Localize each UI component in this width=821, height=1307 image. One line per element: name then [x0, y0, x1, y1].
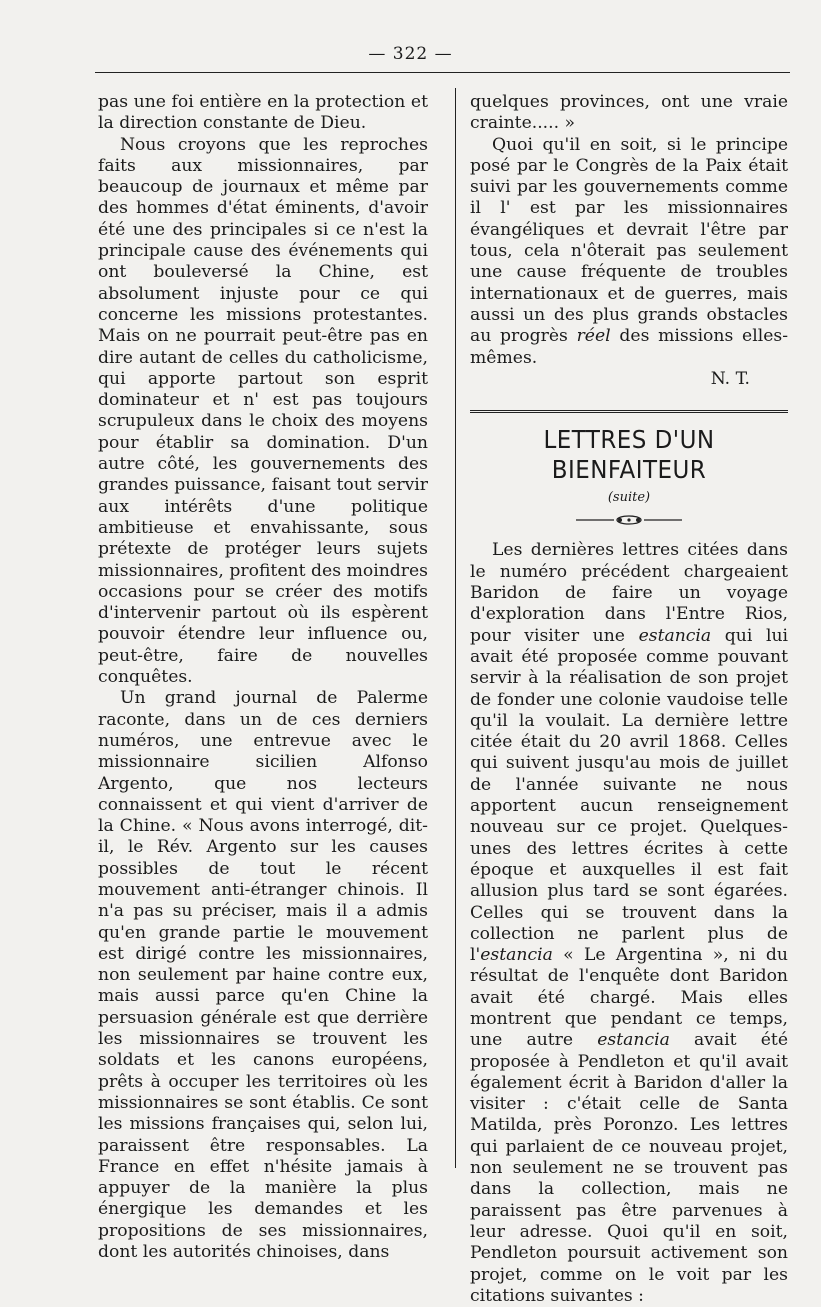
ornament-divider-icon — [574, 514, 684, 526]
article-signature: N. T. — [710, 368, 750, 389]
header-rule — [95, 72, 790, 73]
page-number: — 322 — — [368, 44, 453, 64]
right-paragraph-2-tail: des missions elles-mêmes. — [470, 326, 789, 368]
emphasis-estancia-1: estancia — [638, 625, 712, 646]
left-column — [98, 92, 428, 1263]
section-title: LETTRES D'UN BIENFAITEUR — [543, 425, 715, 485]
body-part-1: Les dernières lettres citées dans le numéro précédent chargeaient Baridon de faire un voyage d'exploration dans l'Entre Rios, pour visiter une — [470, 540, 788, 646]
body-part-2: qui lui avait été proposée comme pouvant servir à la réalisation de son projet de fonder une colonie vaudoise telle qu'il la voulait. La dernière lettre citée était du 20 avril 1868. Celles qui suivent jusqu'au mois de juillet de l'année suivante ne nous apportent aucun renseignement nouveau sur ce projet. Quelques-unes des lettres écrites à cette époque et auxquelles il est fait allusion plus tard se sont égarées. Celles qui se trouvent dans la collection ne parlent plus de l' — [470, 625, 789, 966]
emphasis-estancia-2: estancia — [480, 945, 553, 966]
right-paragraph-2 — [470, 135, 788, 369]
emphasis-estancia-3: estancia — [597, 1030, 670, 1051]
left-paragraph-2: Nous croyons que les reproches faits aux missionnaires, par beaucoup de journaux et même par des hommes d'état éminents, d'avoir été une des principales si ce n'est la principale cause des événements qui ont bouleversé la Chine, est absolument injuste pour ce qui concerne les missions protestantes. Mais on ne pourrait peut-être pas en dire autant de celles du catholicisme, qui apporte partout son esprit dominateur et n' est pas toujours scrupuleux dans le choix des moyens pour établir sa domination. D'un autre côté, les gouvernements des grandes puissance, faisant tout servir aux intérêts d'une politique ambitieuse et envahissante, sous prétexte de protéger leurs sujets missionnaires, profitent des moindres occasions pour se créer des motifs d'intervenir partout où ils espèrent pouvoir étendre leur influence ou, peut-être, faire de nouvelles conquêtes. — [98, 134, 428, 688]
column-divider — [455, 88, 456, 1168]
section-subtitle: (suite) — [607, 490, 651, 506]
right-column — [470, 92, 788, 1307]
body-part-3: « Le Argentina », ni du résultat de l'enquête dont Baridon avait été chargé. Mais elles montrent que pendant ce temps, une autre — [470, 945, 788, 1051]
left-paragraph-3: Un grand journal de Palerme raconte, dans un de ces derniers numéros, une entrevue avec le missionnaire sicilien Alfonso Argento, que nos lecteurs connaissent et qui vient d'arriver de la Chine. « Nous avons interrogé, dit-il, le Rév. Argento sur les causes possibles de tout le récent mouvement anti-étranger chinois. Il n'a pas su préciser, mais il a admis qu'en grande partie le mouvement est dirigé contre les missionnaires, non seulement par haine contre eux, mais aussi parce qu'en Chine la persuasion générale est que derrière les missionnaires se trouvent les soldats et les canons européens, prêts à occuper les territoires où les missionnaires se sont établis. Ce sont les missions françaises qui, selon lui, paraissent être responsables. La France en effet n'hésite jamais à appuyer de la manière la plus énergique les demandes et les propositions de ses missionnaires, dont les autorités chinoises, dans — [98, 688, 428, 1263]
left-paragraph-1: pas une foi entière en la protection et la direction constante de Dieu. — [98, 92, 428, 134]
right-body-paragraph — [470, 540, 788, 1307]
section-double-rule — [470, 410, 788, 413]
right-paragraph-2-text: Quoi qu'il en soit, si le principe posé par le Congrès de la Paix était suivi par les gouvernements comme il l' est par les missionnaires évangéliques et devrait l'être par tous, cela n'ôterait pas seulement une cause fréquente de troubles internationaux et de guerres, mais aussi un des plus grands obstacles au progrès — [470, 134, 788, 347]
emphasis-reel: réel — [576, 326, 611, 347]
body-part-4: avait été proposée à Pendleton et qu'il avait également écrit à Baridon d'aller la visiter : c'était celle de Santa Matilda, près Poronzo. Les lettres qui parlaient de ce nouveau projet, non seulement ne se trouvent pas dans la collection, mais ne paraissent pas être parvenues à leur adresse. Quoi qu'il en soit, Pendleton poursuit activement son projet, comme on le voit par les citations suivantes : — [470, 1030, 788, 1306]
right-paragraph-1: quelques provinces, ont une vraie crainte..... » — [470, 92, 788, 134]
